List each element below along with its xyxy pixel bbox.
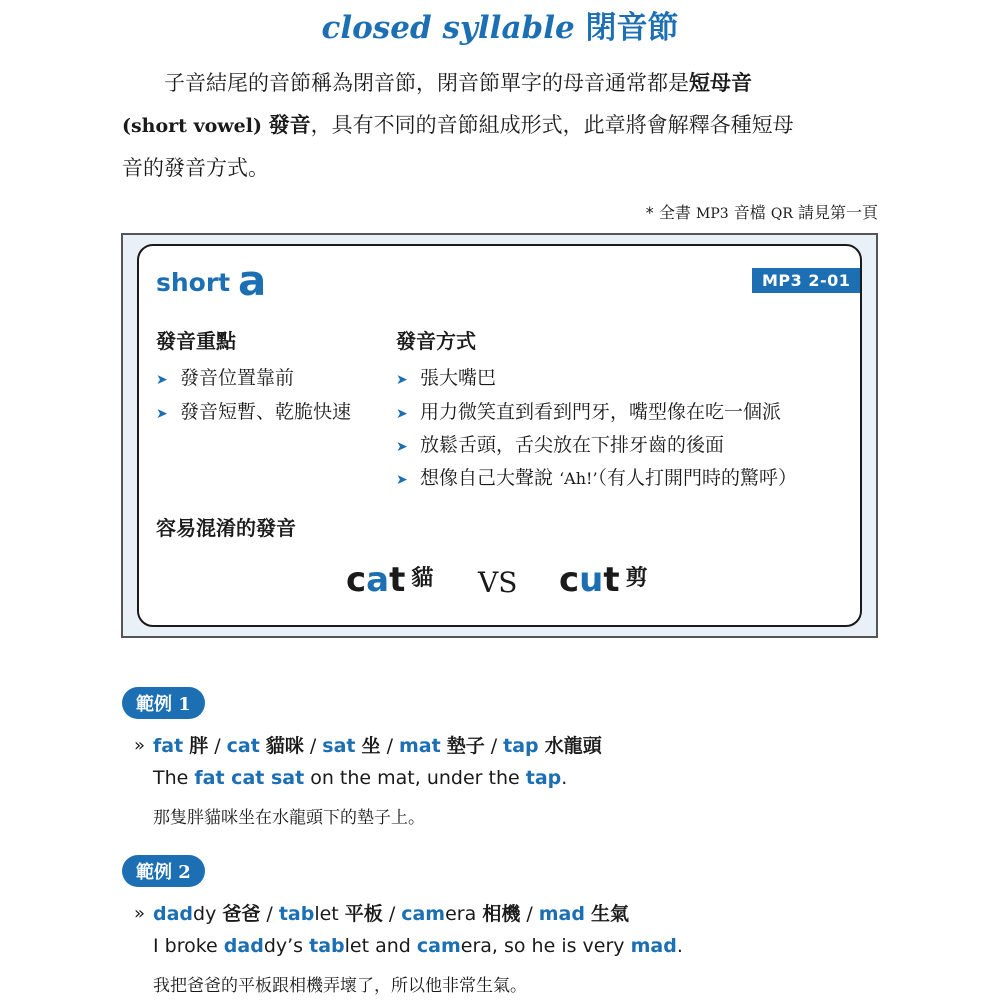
vocab-translation: 爸爸 [222, 903, 261, 925]
separator: / [388, 903, 396, 925]
badge-number: 1 [178, 694, 191, 715]
method-text: 想像自己大聲說 [420, 467, 554, 489]
example-2-translation: 我把爸爸的平板跟相機弄壞了，所以他非常生氣。 [153, 976, 527, 996]
separator: / [526, 903, 533, 925]
separator: / [309, 735, 317, 757]
mp3-note [646, 200, 878, 223]
example-2-word-list [153, 899, 629, 926]
mp3-note-text: * 全書 [645, 203, 691, 222]
word-letter: c [559, 560, 580, 600]
separator: / [214, 735, 221, 757]
intro-line-3: 音的發音方式。 [122, 156, 269, 180]
arrow-right-icon: ➤ [396, 439, 408, 455]
vocab-word: mat [398, 735, 441, 757]
sentence-text: on the mat, under the [304, 767, 526, 789]
short-vowel-label: short [156, 268, 231, 297]
example-1-translation: 那隻胖貓咪坐在水龍頭下的墊子上。 [153, 808, 425, 828]
badge-label: 範例 [136, 862, 172, 883]
confusing-sounds-heading: 容易混淆的發音 [156, 516, 296, 540]
intro-text: 子音結尾的音節稱為閉音節，閉音節單字的母音通常都是 [164, 71, 689, 95]
mp3-note-text: MP3 [695, 206, 729, 222]
word-translation: 貓 [411, 566, 434, 591]
example-2-sentence [153, 935, 683, 957]
intro-paragraph [122, 62, 882, 189]
sentence-text: let and [344, 935, 417, 957]
compare-word-cat [346, 560, 433, 600]
arrow-right-icon: ➤ [396, 472, 408, 488]
arrow-right-icon: ➤ [156, 372, 168, 388]
word-translation: 剪 [625, 566, 648, 591]
method-text: （有人打開門時的驚呼） [597, 467, 798, 489]
vocab-translation: 貓咪 [265, 735, 304, 757]
sentence-text: . [676, 935, 683, 957]
vocab-word-rest: let [314, 903, 339, 925]
method-item [396, 463, 797, 490]
vocab-translation: 坐 [361, 735, 381, 757]
sentence-highlight: mad [630, 935, 677, 957]
example-1-word-list [153, 731, 602, 758]
vocab-translation: 水龍頭 [544, 735, 602, 757]
sentence-text: . [561, 767, 568, 789]
title-english: closed syllable [321, 10, 575, 46]
mp3-note-text: 請見第一頁 [797, 203, 878, 222]
point-item [156, 363, 294, 390]
word-letter: t [603, 560, 620, 600]
compare-word-cut [559, 560, 648, 600]
sentence-highlight: dad [223, 935, 264, 957]
sentence-highlight: tab [309, 935, 345, 957]
separator: / [266, 903, 273, 925]
arrow-right-icon: ➤ [396, 406, 408, 422]
intro-line-1 [122, 62, 882, 104]
method-heading: 發音方式 [396, 329, 476, 353]
intro-english-term: (short vowel) [122, 115, 262, 137]
method-item [396, 430, 724, 457]
point-text: 發音短暫、乾脆快速 [180, 401, 352, 423]
sentence-text: The [153, 767, 195, 789]
vocab-translation: 相機 [482, 903, 521, 925]
mp3-note-text: 音檔 [733, 203, 766, 222]
vocab-translation: 平板 [344, 903, 383, 925]
vocab-word: tap [503, 735, 539, 757]
word-vowel: a [366, 560, 390, 600]
method-text: 用力微笑直到看到門牙，嘴型像在吃一個派 [420, 401, 782, 423]
sentence-highlight: cam [416, 935, 461, 957]
sentence-text: era, so he is very [460, 935, 631, 957]
example-2-badge [122, 855, 205, 887]
example-1-badge [122, 687, 205, 719]
vocab-word: sat [322, 735, 356, 757]
vocab-word-stem: mad [538, 903, 585, 925]
method-item [396, 397, 781, 424]
double-chevron-icon: » [134, 735, 146, 756]
vocab-word-stem: tab [278, 903, 315, 925]
short-vowel-letter: a [238, 256, 267, 305]
point-item [156, 397, 351, 424]
vocab-translation: 胖 [189, 735, 209, 757]
mp3-track-badge[interactable]: MP3 2-01 [752, 268, 860, 293]
badge-label: 範例 [136, 694, 172, 715]
word-vowel: u [579, 560, 604, 600]
vocab-word-stem: cam [401, 903, 446, 925]
intro-line-2 [122, 104, 882, 147]
vocab-translation: 墊子 [446, 735, 485, 757]
mp3-note-text: QR [770, 206, 793, 222]
word-letter: t [389, 560, 406, 600]
title-chinese: 閉音節 [585, 10, 679, 46]
intro-bold-term: 發音 [268, 113, 311, 137]
arrow-right-icon: ➤ [396, 372, 408, 388]
sentence-highlight: tap [525, 767, 562, 789]
versus-label: VS [478, 566, 518, 599]
method-item [396, 363, 496, 390]
vocab-word: fat [153, 735, 184, 757]
method-text: 張大嘴巴 [420, 367, 497, 389]
sentence-highlight: fat cat sat [194, 767, 305, 789]
vocab-word-rest: dy [193, 903, 217, 925]
sentence-text: dy’s [263, 935, 310, 957]
separator: / [386, 735, 393, 757]
page-title [0, 2, 1000, 47]
vocab-word: cat [226, 735, 260, 757]
vocab-translation: 生氣 [591, 903, 630, 925]
intro-bold-term: 短母音 [689, 71, 752, 95]
badge-number: 2 [178, 862, 191, 883]
sentence-text: I broke [153, 935, 224, 957]
arrow-right-icon: ➤ [156, 406, 168, 422]
method-text: 放鬆舌頭，舌尖放在下排牙齒的後面 [420, 434, 725, 456]
double-chevron-icon: » [134, 903, 146, 924]
word-letter: c [346, 560, 367, 600]
points-heading: 發音重點 [156, 329, 236, 353]
example-1-sentence [153, 767, 567, 789]
separator: / [490, 735, 498, 757]
method-quote: ‘Ah!’ [559, 469, 598, 488]
intro-text: ，具有不同的音節組成形式，此章將會解釋各種短母 [310, 113, 794, 137]
vocab-word-stem: dad [153, 903, 194, 925]
vocab-word-rest: era [445, 903, 477, 925]
point-text: 發音位置靠前 [180, 367, 295, 389]
